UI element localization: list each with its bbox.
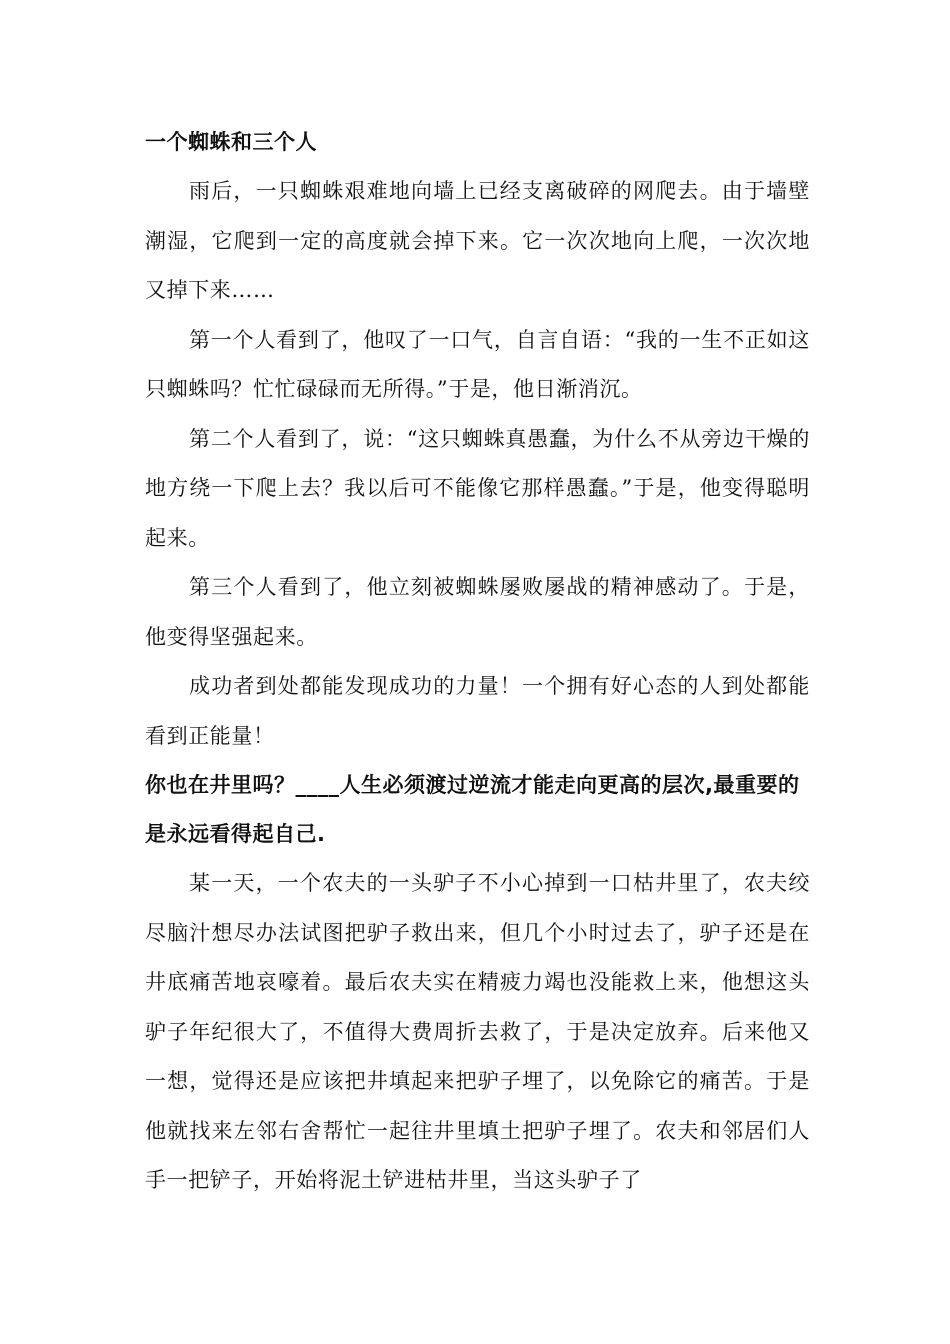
paragraph: 某一天，一个农夫的一头驴子不小心掉到一口枯井里了，农夫绞尽脑汁想尽办法试图把驴子救出来，但几个小时过去了，驴子还是在井底痛苦地哀嚎着。最后农夫实在精疲力竭也没能救上来，他想这头驴子年纪很大了，不值得大费周折去救了，于是决定放弃。后来他又一想，觉得还是应该把井填起来把驴子埋了，以免除它的痛苦。于是他就找来左邻右舍帮忙一起往井里填土把驴子埋了。农夫和邻居们人手一把铲子，开始将泥土铲进枯井里，当这头驴子了 — [145, 871, 810, 1192]
paragraph: 第一个人看到了，他叹了一口气，自言自语：“我的一生不正如这只蜘蛛吗？忙忙碌碌而无所得。”于是，他日渐消沉。 — [145, 327, 810, 401]
story-title-spider: 一个蜘蛛和三个人 — [145, 130, 317, 154]
paragraph: 第二个人看到了，说：“这只蜘蛛真愚蠢，为什么不从旁边干燥的地方绕一下爬上去？我以后可不能像它那样愚蠢。”于是，他变得聪明起来。 — [145, 426, 810, 550]
story-title-well: 你也在井里吗？____人生必须渡过逆流才能走向更高的层次,最重要的是永远看得起自己. — [145, 773, 800, 846]
paragraph: 第三个人看到了，他立刻被蜘蛛屡败屡战的精神感动了。于是，他变得坚强起来。 — [145, 575, 810, 649]
paragraph: 成功者到处都能发现成功的力量！一个拥有好心态的人到处都能看到正能量！ — [145, 674, 810, 748]
paragraph: 雨后，一只蜘蛛艰难地向墙上已经支离破碎的网爬去。由于墙壁潮湿，它爬到一定的高度就会掉下来。它一次次地向上爬，一次次地又掉下来…… — [145, 179, 810, 302]
document-body — [145, 118, 810, 1206]
